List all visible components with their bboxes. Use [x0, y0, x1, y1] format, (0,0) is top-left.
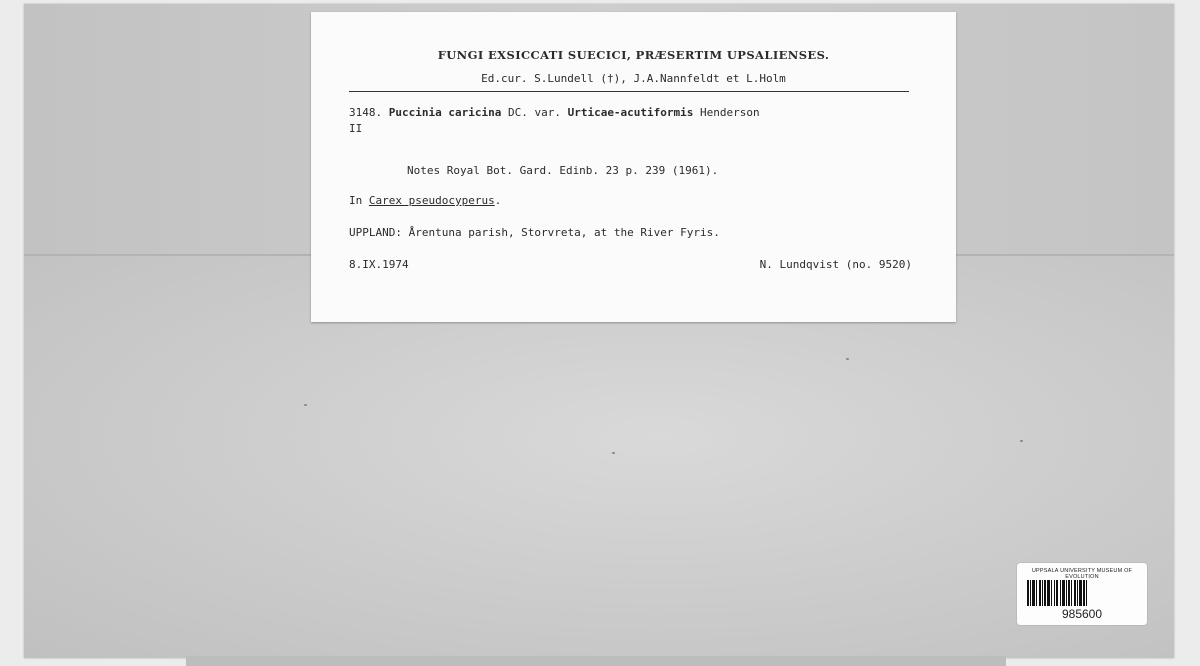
paper-speck	[304, 404, 307, 406]
barcode-stripe	[1087, 580, 1089, 606]
barcode-number: 985600	[1061, 607, 1103, 621]
locality: UPPLAND: Årentuna parish, Storvreta, at the River Fyris.	[349, 226, 720, 239]
taxon-variety: Urticae-acutiformis	[567, 106, 694, 119]
paper-speck	[612, 452, 615, 454]
exsiccata-number: 3148.	[349, 106, 383, 119]
taxon-line	[349, 106, 760, 119]
barcode-sticker	[1017, 563, 1147, 625]
taxon-author: DC. var.	[507, 106, 561, 119]
label-title: FUNGI EXSICCATI SUECICI, PRÆSERTIM UPSALIENSES.	[437, 48, 830, 62]
label-editors: Ed.cur. S.Lundell (†), J.A.Nannfeldt et L.Holm	[481, 72, 786, 85]
host-suffix: .	[494, 194, 502, 207]
host-name: Carex pseudocyperus	[368, 194, 495, 207]
label-divider	[349, 91, 909, 92]
variety-author: Henderson	[700, 106, 760, 119]
collection-date: 8.IX.1974	[349, 258, 409, 271]
packet-bottom-edge	[186, 656, 1006, 666]
paper-speck	[1020, 440, 1023, 442]
spore-stage: II	[349, 122, 363, 135]
paper-speck	[846, 358, 849, 360]
taxon-name: Puccinia caricina	[388, 106, 502, 119]
host-line	[349, 194, 501, 207]
barcode-heading: UPPSALA UNIVERSITY MUSEUM OF EVOLUTION	[1031, 568, 1133, 580]
collector: N. Lundqvist (no. 9520)	[759, 258, 912, 271]
specimen-label	[311, 12, 956, 322]
reference: Notes Royal Bot. Gard. Edinb. 23 p. 239 (1961).	[407, 164, 719, 177]
barcode-bars	[1027, 580, 1137, 606]
host-prefix: In	[349, 194, 363, 207]
